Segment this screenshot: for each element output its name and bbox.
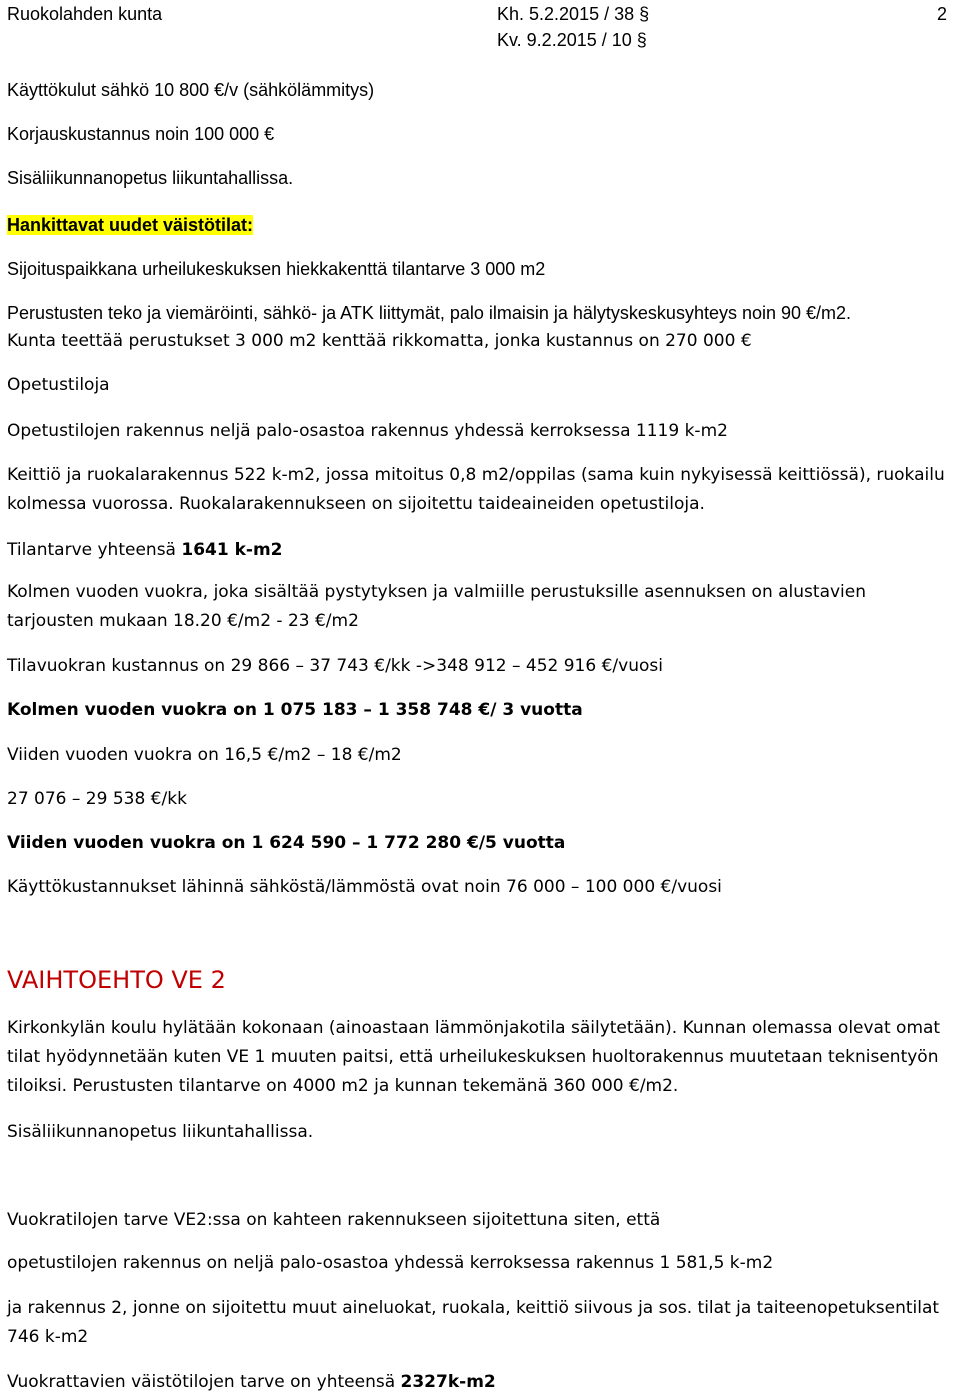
ve2-total-value: 2327k-m2	[400, 1372, 496, 1392]
header-kh-reference: Kh. 5.2.2015 / 38 §	[497, 4, 650, 24]
paragraph-three-year-rent: Kolmen vuoden vuokra, joka sisältää pystytyksen ja valmiille perustuksille asennuksen on alustavien tarjousten mukaan 18.20 €/m2 - 23 €/m2	[7, 582, 867, 631]
paragraph-municipality-foundations: Kunta teettää perustukset 3 000 m2 kenttää rikkomatta, jonka kustannus on 270 000 €	[7, 331, 752, 351]
paragraph-repair-cost: Korjauskustannus noin 100 000 €	[7, 124, 275, 144]
header-page-number: 2	[937, 4, 948, 24]
paragraph-ve2-indoor-pe: Sisäliikunnanopetus liikuntahallissa.	[7, 1122, 314, 1142]
header-organization: Ruokolahden kunta	[7, 4, 163, 24]
paragraph-ve2-building-2: ja rakennus 2, jonne on sijoitettu muut aineluokat, ruokala, keittiö siivous ja sos. tilat ja taiteenopetuksentilat 746 k-m2	[7, 1298, 940, 1347]
paragraph-foundations: Perustusten teko ja viemäröinti, sähkö- ja ATK liittymät, palo ilmaisin ja hälytyskeskusyhteys noin 90 €/m2.	[7, 303, 852, 323]
paragraph-teaching-spaces: Opetustiloja	[7, 375, 110, 395]
ve2-total-label: Vuokrattavien väistötilojen tarve on yhteensä	[7, 1372, 401, 1392]
paragraph-monthly-rent: 27 076 – 29 538 €/kk	[7, 789, 187, 809]
paragraph-location: Sijoituspaikkana urheilukeskuksen hiekkakenttä tilantarve 3 000 m2	[7, 259, 546, 279]
paragraph-total-space	[7, 536, 952, 565]
paragraph-ve2-rental-need: Vuokratilojen tarve VE2:ssa on kahteen rakennukseen sijoitettuna siten, että	[7, 1210, 661, 1230]
paragraph-kitchen-building: Keittiö ja ruokalarakennus 522 k-m2, jossa mitoitus 0,8 m2/oppilas (sama kuin nykyisessä keittiössä), ruokailu kolmessa vuorossa. Ruokalarakennukseen on sijoitettu taideaineiden opetustiloja.	[7, 465, 945, 514]
paragraph-ve2-teaching-building: opetustilojen rakennus on neljä palo-osastoa yhdessä kerroksessa rakennus 1 581,5 k-m2	[7, 1253, 774, 1273]
paragraph-ve2-total-space	[7, 1368, 952, 1397]
paragraph-operating-costs: Käyttökulut sähkö 10 800 €/v (sähkölämmitys)	[7, 80, 375, 100]
paragraph-five-year-rent-total: Viiden vuoden vuokra on 1 624 590 – 1 772 280 €/5 vuotta	[7, 833, 566, 853]
heading-alternative-ve2: VAIHTOEHTO VE 2	[7, 966, 226, 994]
paragraph-three-year-rent-total: Kolmen vuoden vuokra on 1 075 183 – 1 358 748 €/ 3 vuotta	[7, 700, 583, 720]
header-kv-reference: Kv. 9.2.2015 / 10 §	[497, 30, 647, 50]
paragraph-indoor-pe: Sisäliikunnanopetus liikuntahallissa.	[7, 168, 294, 188]
paragraph-teaching-building: Opetustilojen rakennus neljä palo-osastoa rakennus yhdessä kerroksessa 1119 k-m2	[7, 421, 728, 441]
heading-new-temporary-spaces	[7, 211, 952, 240]
highlighted-heading: Hankittavat uudet väistötilat:	[7, 215, 254, 235]
paragraph-operating-costs-annual: Käyttökustannukset lähinnä sähköstä/lämmöstä ovat noin 76 000 – 100 000 €/vuosi	[7, 877, 722, 897]
paragraph-five-year-rent: Viiden vuoden vuokra on 16,5 €/m2 – 18 €/m2	[7, 745, 402, 765]
paragraph-rent-cost: Tilavuokran kustannus on 29 866 – 37 743 €/kk ->348 912 – 452 916 €/vuosi	[7, 656, 663, 676]
total-space-value: 1641 k-m2	[181, 540, 283, 560]
paragraph-ve2-description: Kirkonkylän koulu hylätään kokonaan (ainoastaan lämmönjakotila säilytetään). Kunnan olemassa olevat omat tilat hyödynnetään kuten VE 1 muuten paitsi, että urheilukeskuksen huoltorakennus muutetaan teknisentyön tiloiksi. Perustusten tilantarve on 4000 m2 ja kunnan tekemänä 360 000 €/m2.	[7, 1018, 941, 1096]
total-space-label: Tilantarve yhteensä	[7, 540, 182, 560]
